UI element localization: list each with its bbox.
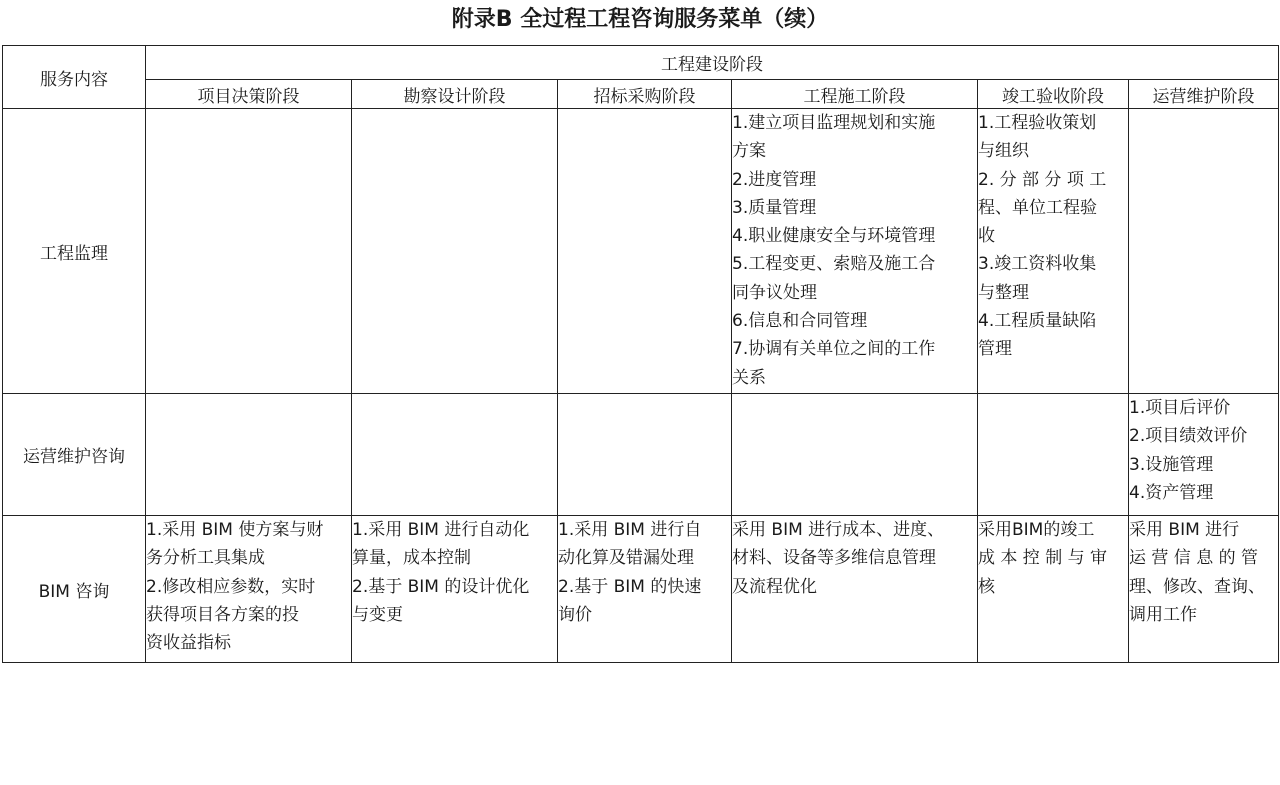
cell-line: 与变更 xyxy=(352,604,403,625)
cell-line: 与组织 xyxy=(978,141,1029,162)
cell-line: 获得项目各方案的投 xyxy=(146,604,299,625)
service-menu-table xyxy=(2,45,1279,663)
cell-line: 成 本 控 制 与 审 xyxy=(978,548,1108,569)
table-row xyxy=(3,394,1279,516)
cell-line: 采用BIM的竣工 xyxy=(978,520,1095,540)
header-stage-operation: 运营维护阶段 xyxy=(1129,80,1279,109)
table-cell xyxy=(352,516,558,663)
cell-line: 2.基于 BIM 的快速 xyxy=(558,576,702,597)
cell-line: 2.进度管理 xyxy=(732,169,817,190)
cell-line: 6.信息和合同管理 xyxy=(732,311,868,332)
row-label-supervision: 工程监理 xyxy=(3,109,146,394)
header-stage-design: 勘察设计阶段 xyxy=(352,80,558,109)
cell-line: 关系 xyxy=(732,367,766,388)
cell-line: 资收益指标 xyxy=(146,633,231,654)
table-row xyxy=(3,516,1279,663)
cell-line: 2. 分 部 分 项 工 xyxy=(978,169,1107,190)
header-stage-construction: 工程施工阶段 xyxy=(732,80,978,109)
table-cell xyxy=(978,394,1129,516)
cell-line: 4.工程质量缺陷 xyxy=(978,311,1097,332)
table-cell xyxy=(732,516,978,663)
table-cell xyxy=(146,394,352,516)
header-stage-decision: 项目决策阶段 xyxy=(146,80,352,109)
row-label-bim-consulting: BIM 咨询 xyxy=(3,516,146,663)
cell-line: 材料、设备等多维信息管理 xyxy=(732,548,936,569)
cell-line: 核 xyxy=(978,576,995,597)
cell-line: 7.协调有关单位之间的工作 xyxy=(732,339,936,360)
cell-line: 程、单位工程验 xyxy=(978,197,1097,218)
document-title: 附录B 全过程工程咨询服务菜单（续） xyxy=(451,7,829,32)
header-row-group xyxy=(3,46,1279,80)
cell-line: 1.采用 BIM 进行自 xyxy=(558,520,702,540)
cell-line: 2.项目绩效评价 xyxy=(1129,426,1248,447)
cell-line: 1.项目后评价 xyxy=(1129,398,1231,418)
table-cell xyxy=(146,516,352,663)
cell-line: 收 xyxy=(978,226,995,247)
table-cell xyxy=(1129,516,1279,663)
cell-line: 调用工作 xyxy=(1129,604,1197,625)
cell-line: 方案 xyxy=(732,141,766,162)
cell-line: 5.工程变更、索赔及施工合 xyxy=(732,254,936,275)
table-cell xyxy=(978,516,1129,663)
cell-line: 同争议处理 xyxy=(732,282,817,303)
table-cell xyxy=(146,109,352,394)
cell-line: 2.基于 BIM 的设计优化 xyxy=(352,576,530,597)
cell-line: 4.资产管理 xyxy=(1129,482,1214,503)
cell-line: 1.工程验收策划 xyxy=(978,113,1097,133)
header-stage-acceptance: 竣工验收阶段 xyxy=(978,80,1129,109)
cell-line: 1.采用 BIM 使方案与财 xyxy=(146,520,324,540)
header-row-stages xyxy=(3,80,1279,109)
row-label-operation-consulting: 运营维护咨询 xyxy=(3,394,146,516)
header-service-content: 服务内容 xyxy=(3,46,146,109)
table-cell xyxy=(558,109,732,394)
header-construction-stages: 工程建设阶段 xyxy=(146,46,1279,80)
table-cell xyxy=(558,516,732,663)
cell-line: 管理 xyxy=(978,339,1012,360)
cell-line: 运 营 信 息 的 管 xyxy=(1129,548,1259,569)
cell-line: 算量，成本控制 xyxy=(352,548,471,569)
table-cell xyxy=(732,394,978,516)
table-cell xyxy=(978,109,1129,394)
table-cell xyxy=(732,109,978,394)
cell-line: 动化算及错漏处理 xyxy=(558,548,694,569)
cell-line: 3.质量管理 xyxy=(732,197,817,218)
cell-line: 采用 BIM 进行成本、进度、 xyxy=(732,520,945,540)
table-cell xyxy=(352,394,558,516)
cell-line: 及流程优化 xyxy=(732,576,817,597)
table-cell xyxy=(558,394,732,516)
cell-line: 询价 xyxy=(558,604,592,625)
cell-line: 采用 BIM 进行 xyxy=(1129,520,1240,540)
cell-line: 4.职业健康安全与环境管理 xyxy=(732,226,936,247)
table-cell xyxy=(352,109,558,394)
cell-line: 与整理 xyxy=(978,282,1029,303)
cell-line: 务分析工具集成 xyxy=(146,548,265,569)
table-row xyxy=(3,109,1279,394)
cell-line: 3.设施管理 xyxy=(1129,454,1214,475)
header-stage-procurement: 招标采购阶段 xyxy=(558,80,732,109)
cell-line: 2.修改相应参数，实时 xyxy=(146,576,316,597)
cell-line: 1.采用 BIM 进行自动化 xyxy=(352,520,530,540)
table-cell xyxy=(1129,394,1279,516)
cell-line: 3.竣工资料收集 xyxy=(978,254,1097,275)
cell-line: 理、修改、查询、 xyxy=(1129,576,1265,597)
table-cell xyxy=(1129,109,1279,394)
cell-line: 1.建立项目监理规划和实施 xyxy=(732,113,936,133)
